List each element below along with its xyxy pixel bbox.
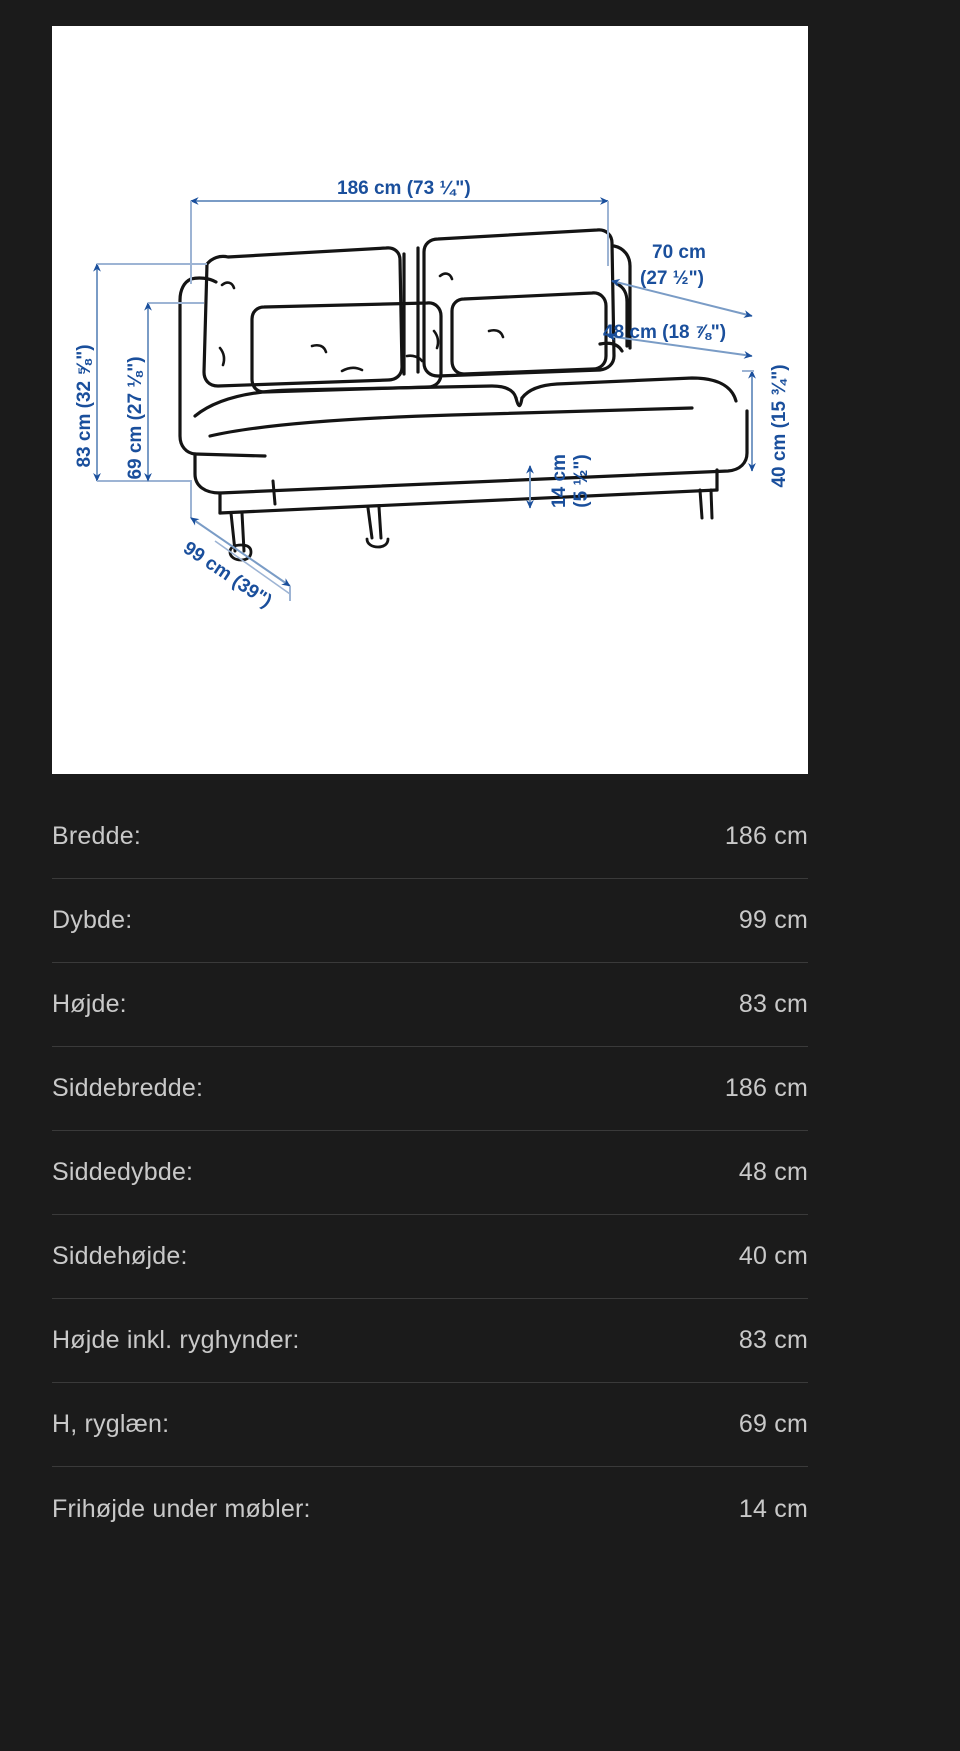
- spec-value: 186 cm: [724, 822, 808, 850]
- label-depth: 99 cm (39"): [179, 537, 276, 613]
- spec-value: 48 cm: [738, 1158, 808, 1186]
- spec-value: 14 cm: [738, 1494, 808, 1523]
- label-height-total: 83 cm (32 ⅝"): [74, 344, 95, 468]
- label-back-height: 69 cm (27 ⅛"): [125, 356, 146, 480]
- table-row: [52, 1131, 808, 1215]
- table-row: [52, 1299, 808, 1383]
- table-row: [52, 795, 808, 879]
- spec-label: Siddehøjde:: [52, 1242, 188, 1270]
- label-seat-depth-back: 70 cm: [652, 242, 706, 263]
- spec-label: Højde:: [52, 990, 127, 1018]
- spec-label: Bredde:: [52, 822, 141, 850]
- spec-label: Frihøjde under møbler:: [52, 1494, 311, 1523]
- sofa-dimension-diagram: [52, 26, 808, 774]
- table-row: [52, 1215, 808, 1299]
- spec-label: Siddebredde:: [52, 1074, 204, 1102]
- spec-value: 40 cm: [738, 1242, 808, 1270]
- spec-label: Højde inkl. ryghynder:: [52, 1326, 300, 1354]
- spec-label: Siddedybde:: [52, 1158, 194, 1186]
- table-row: [52, 1383, 808, 1467]
- spec-value: 186 cm: [724, 1074, 808, 1102]
- label-seat-depth-back-inch: (27 ½"): [640, 268, 704, 289]
- table-row: [52, 1047, 808, 1131]
- table-row: [52, 1467, 808, 1551]
- spec-value: 83 cm: [738, 990, 808, 1018]
- table-row: [52, 963, 808, 1047]
- label-width: 186 cm (73 ¼"): [337, 178, 471, 199]
- spec-value: 83 cm: [738, 1326, 808, 1354]
- spec-value: 99 cm: [738, 906, 808, 934]
- dimension-spec-table: [52, 795, 808, 1551]
- label-clearance-inch: (5 ½"): [571, 454, 592, 508]
- table-row: [52, 879, 808, 963]
- spec-label: Dybde:: [52, 906, 133, 934]
- label-seat-height: 40 cm (15 ¾"): [769, 364, 790, 488]
- label-seat-depth: 48 cm (18 ⅞"): [603, 322, 727, 343]
- label-clearance: 14 cm: [549, 454, 570, 508]
- spec-label: H, ryglæn:: [52, 1410, 170, 1438]
- spec-value: 69 cm: [738, 1410, 808, 1438]
